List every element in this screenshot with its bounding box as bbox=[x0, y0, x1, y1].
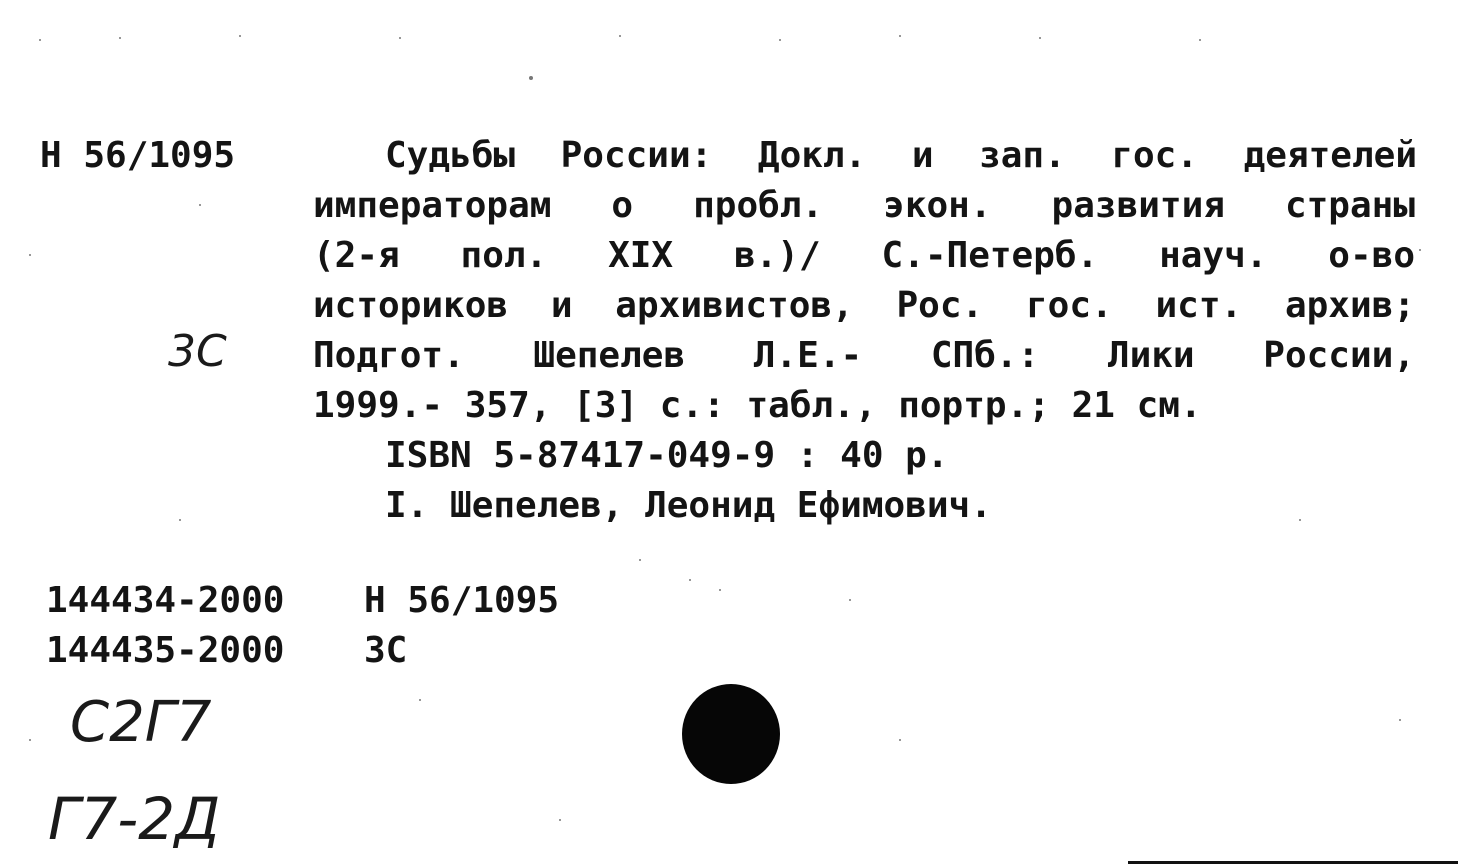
inventory-location: ЗС bbox=[364, 630, 408, 671]
inventory-location: Н 56/1095 bbox=[364, 580, 560, 621]
handwritten-note: Г7-2Д bbox=[48, 785, 221, 853]
inventory-number: 144434-2000 bbox=[46, 580, 285, 621]
description-line: (2-я пол. XIX в.)/ С.-Петерб. науч. о-во bbox=[313, 235, 1415, 276]
description-line: Судьбы России: Докл. и зап. гос. деятелей bbox=[385, 135, 1417, 176]
description-line: Подгот. Шепелев Л.Е.- СПб.: Лики России, bbox=[313, 335, 1415, 376]
isbn-line: ISBN 5-87417-049-9 : 40 р. bbox=[385, 435, 949, 476]
description-line: 1999.- 357, [3] с.: табл., портр.; 21 см. bbox=[313, 385, 1202, 426]
handwritten-note: С2Г7 bbox=[70, 690, 212, 755]
call-number: Н 56/1095 bbox=[40, 135, 236, 176]
added-entry: I. Шепелев, Леонид Ефимович. bbox=[385, 485, 992, 526]
handwritten-shelf-mark: 3С bbox=[168, 326, 227, 377]
inventory-number: 144435-2000 bbox=[46, 630, 285, 671]
punch-hole bbox=[682, 684, 780, 784]
description-line: историков и архивистов, Рос. гос. ист. архив; bbox=[313, 285, 1415, 326]
card-edge-line bbox=[1128, 861, 1458, 864]
description-line: императорам о пробл. экон. развития страны bbox=[313, 185, 1415, 226]
